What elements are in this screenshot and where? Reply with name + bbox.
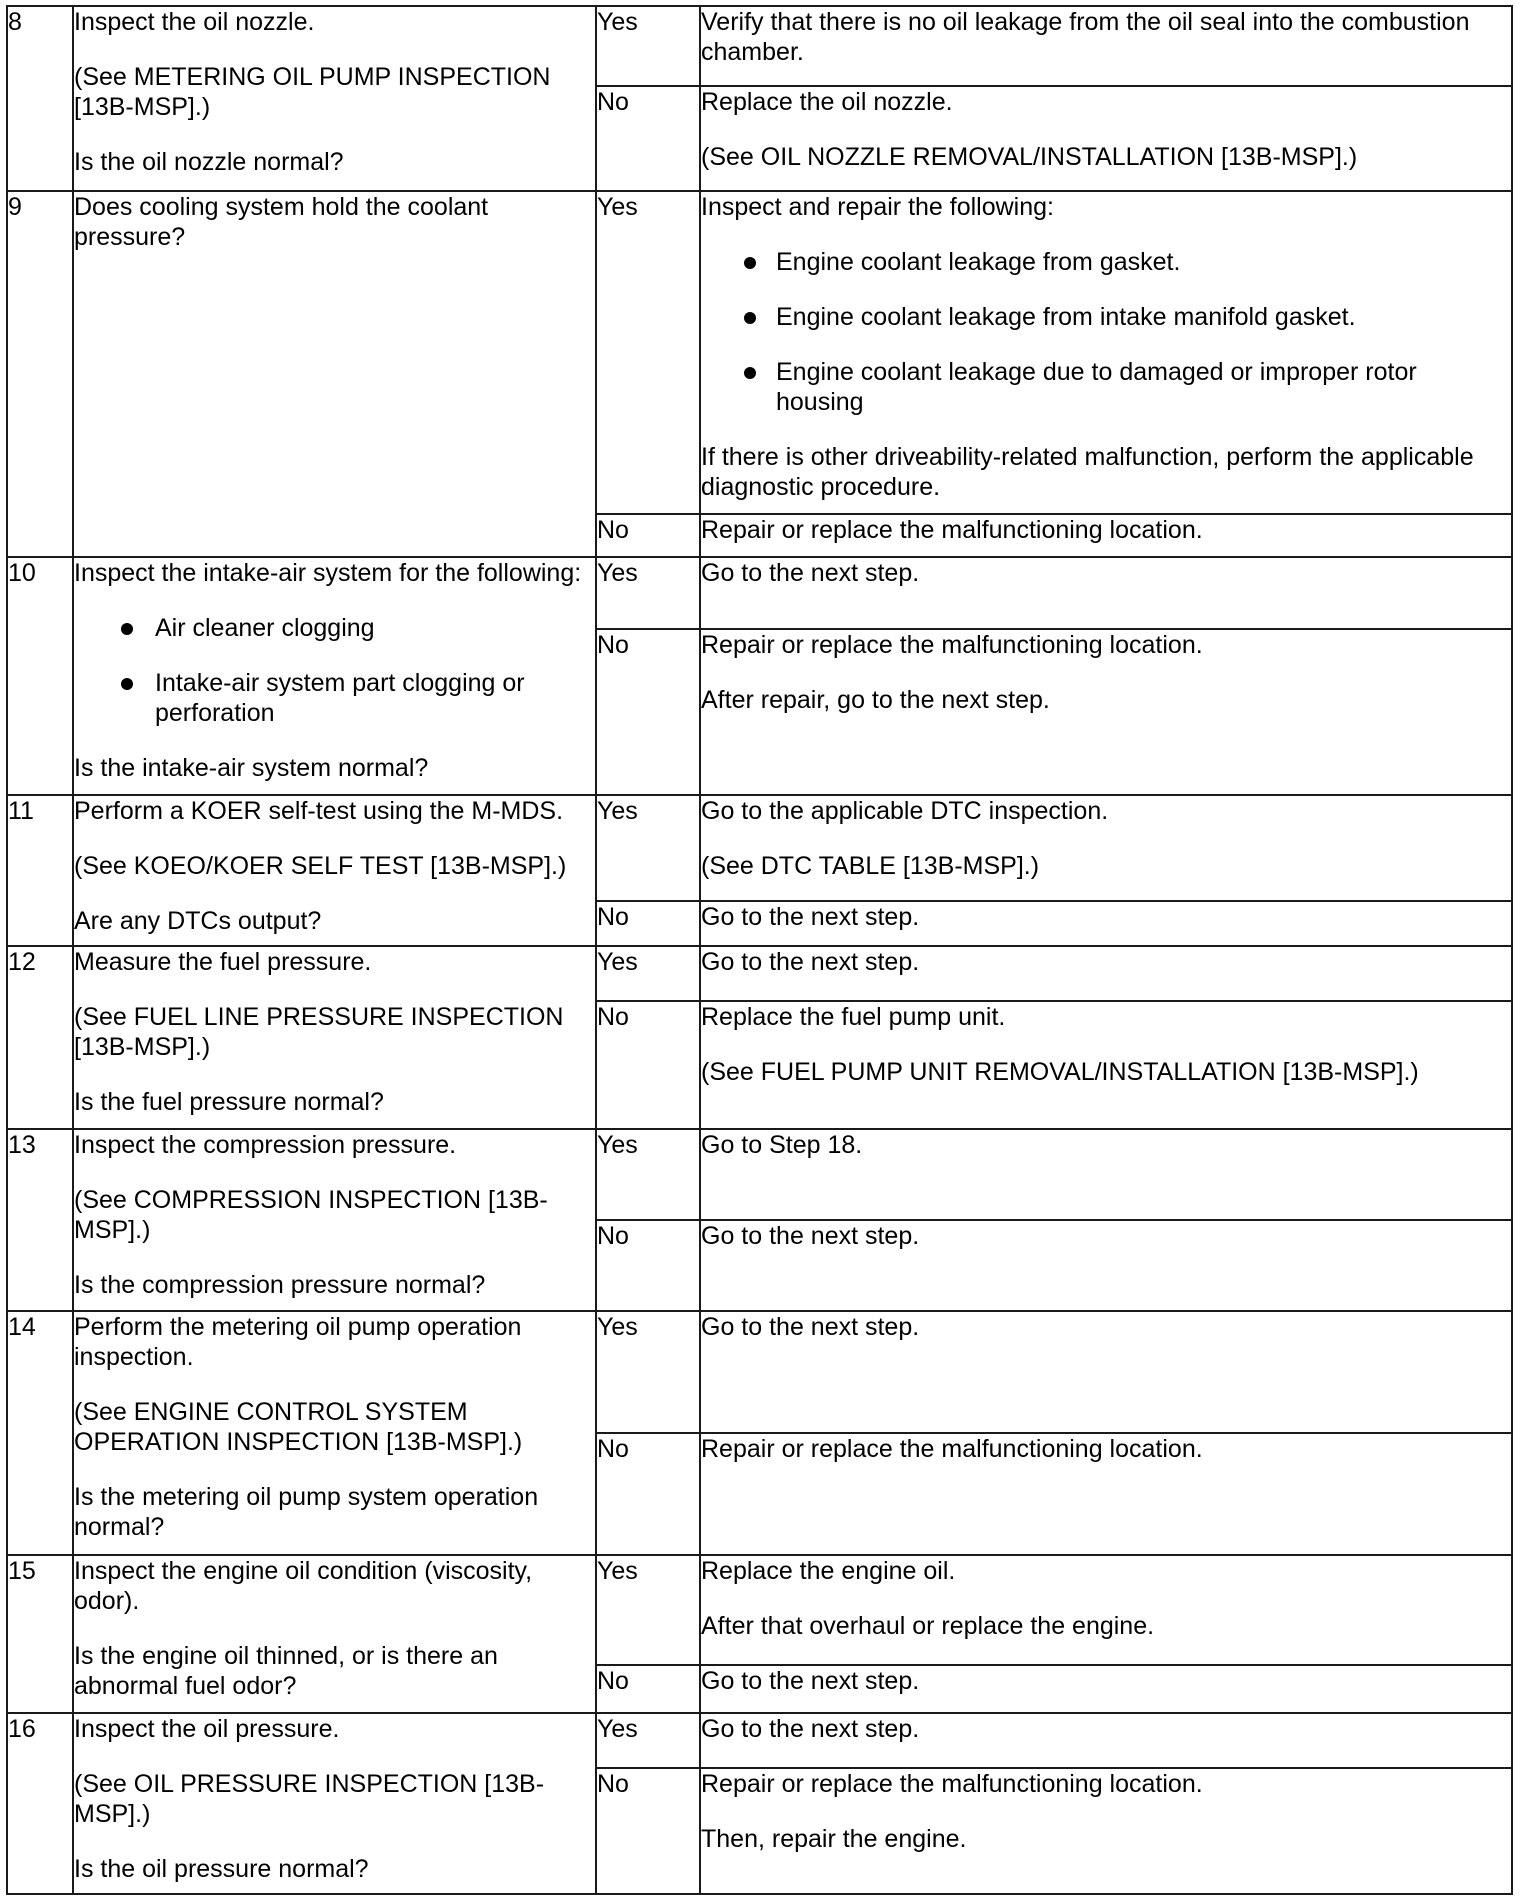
step-row-16-yes xyxy=(7,1713,1512,1768)
no-action: Replace the fuel pump unit. (See FUEL PUMP UNIT REMOVAL/INSTALLATION [13B-MSP].) xyxy=(700,1001,1512,1129)
step-question: Inspect the oil nozzle. (See METERING OIL PUMP INSPECTION [13B-MSP].) Is the oil nozzle normal? xyxy=(73,6,596,191)
no-action: Repair or replace the malfunctioning location. xyxy=(700,1433,1512,1555)
yes-action: Go to the next step. xyxy=(700,1713,1512,1768)
no-label: No xyxy=(596,901,700,946)
list-item: Intake-air system part clogging or perforation xyxy=(74,668,595,728)
step-row-8-yes xyxy=(7,6,1512,86)
step-question: Inspect the oil pressure. (See OIL PRESSURE INSPECTION [13B-MSP].) Is the oil pressure normal? xyxy=(73,1713,596,1894)
no-action: Replace the oil nozzle. (See OIL NOZZLE REMOVAL/INSTALLATION [13B-MSP].) xyxy=(700,86,1512,191)
yes-action: Replace the engine oil. After that overhaul or replace the engine. xyxy=(700,1555,1512,1665)
yes-label: Yes xyxy=(596,1555,700,1665)
step-number: 15 xyxy=(7,1555,73,1713)
no-label: No xyxy=(596,1220,700,1311)
step-question: Inspect the intake-air system for the following: Air cleaner clogging Intake-air system part clogging or perforation Is the intake-air system normal? xyxy=(73,557,596,795)
no-label: No xyxy=(596,1001,700,1129)
yes-label: Yes xyxy=(596,946,700,1001)
step-row-14-yes xyxy=(7,1311,1512,1433)
yes-action: Inspect and repair the following: Engine coolant leakage from gasket. Engine coolant leakage from intake manifold gasket. Engine coolant leakage due to damaged or improper rotor housing If there is other driveability-related malfunction, perform the applicable diagnostic procedure. xyxy=(700,191,1512,514)
yes-action: Go to the next step. xyxy=(700,557,1512,629)
no-label: No xyxy=(596,1433,700,1555)
step-number: 13 xyxy=(7,1129,73,1311)
yes-label: Yes xyxy=(596,191,700,514)
no-action: Go to the next step. xyxy=(700,1665,1512,1713)
step-question: Measure the fuel pressure. (See FUEL LINE PRESSURE INSPECTION [13B-MSP].) Is the fuel pressure normal? xyxy=(73,946,596,1129)
step-number: 11 xyxy=(7,795,73,946)
step-number: 10 xyxy=(7,557,73,795)
step-row-15-yes xyxy=(7,1555,1512,1665)
repair-checklist xyxy=(701,247,1511,417)
yes-label: Yes xyxy=(596,1713,700,1768)
yes-action: Go to the next step. xyxy=(700,946,1512,1001)
step-number: 9 xyxy=(7,191,73,557)
diagnostic-procedure-table xyxy=(6,5,1513,1895)
no-action: Repair or replace the malfunctioning location. After repair, go to the next step. xyxy=(700,629,1512,795)
yes-action: Go to Step 18. xyxy=(700,1129,1512,1220)
yes-action: Go to the next step. xyxy=(700,1311,1512,1433)
step-question: Perform a KOER self-test using the M-MDS. (See KOEO/KOER SELF TEST [13B-MSP].) Are any DTCs output? xyxy=(73,795,596,946)
step-row-9-yes xyxy=(7,191,1512,514)
step-number: 16 xyxy=(7,1713,73,1894)
step-number: 8 xyxy=(7,6,73,191)
inspection-checklist xyxy=(74,613,595,728)
yes-label: Yes xyxy=(596,1311,700,1433)
step-row-11-yes xyxy=(7,795,1512,901)
no-label: No xyxy=(596,1768,700,1894)
yes-action: Verify that there is no oil leakage from the oil seal into the combustion chamber. xyxy=(700,6,1512,86)
no-label: No xyxy=(596,629,700,795)
no-action: Repair or replace the malfunctioning location. Then, repair the engine. xyxy=(700,1768,1512,1894)
no-label: No xyxy=(596,1665,700,1713)
no-label: No xyxy=(596,86,700,191)
step-number: 14 xyxy=(7,1311,73,1555)
yes-label: Yes xyxy=(596,557,700,629)
yes-label: Yes xyxy=(596,795,700,901)
step-question: Perform the metering oil pump operation inspection. (See ENGINE CONTROL SYSTEM OPERATION INSPECTION [13B-MSP].) Is the metering oil pump system operation normal? xyxy=(73,1311,596,1555)
list-item: Engine coolant leakage from gasket. xyxy=(701,247,1511,277)
step-question: Does cooling system hold the coolant pressure? xyxy=(73,191,596,557)
no-action: Repair or replace the malfunctioning location. xyxy=(700,514,1512,557)
step-row-13-yes xyxy=(7,1129,1512,1220)
no-label: No xyxy=(596,514,700,557)
list-item: Air cleaner clogging xyxy=(74,613,595,643)
yes-label: Yes xyxy=(596,6,700,86)
step-question: Inspect the engine oil condition (viscosity, odor). Is the engine oil thinned, or is there an abnormal fuel odor? xyxy=(73,1555,596,1713)
no-action: Go to the next step. xyxy=(700,1220,1512,1311)
step-row-12-yes xyxy=(7,946,1512,1001)
yes-label: Yes xyxy=(596,1129,700,1220)
list-item: Engine coolant leakage due to damaged or improper rotor housing xyxy=(701,357,1511,417)
step-question: Inspect the compression pressure. (See COMPRESSION INSPECTION [13B-MSP].) Is the compression pressure normal? xyxy=(73,1129,596,1311)
no-action: Go to the next step. xyxy=(700,901,1512,946)
step-row-10-yes xyxy=(7,557,1512,629)
step-number: 12 xyxy=(7,946,73,1129)
yes-action: Go to the applicable DTC inspection. (See DTC TABLE [13B-MSP].) xyxy=(700,795,1512,901)
list-item: Engine coolant leakage from intake manifold gasket. xyxy=(701,302,1511,332)
